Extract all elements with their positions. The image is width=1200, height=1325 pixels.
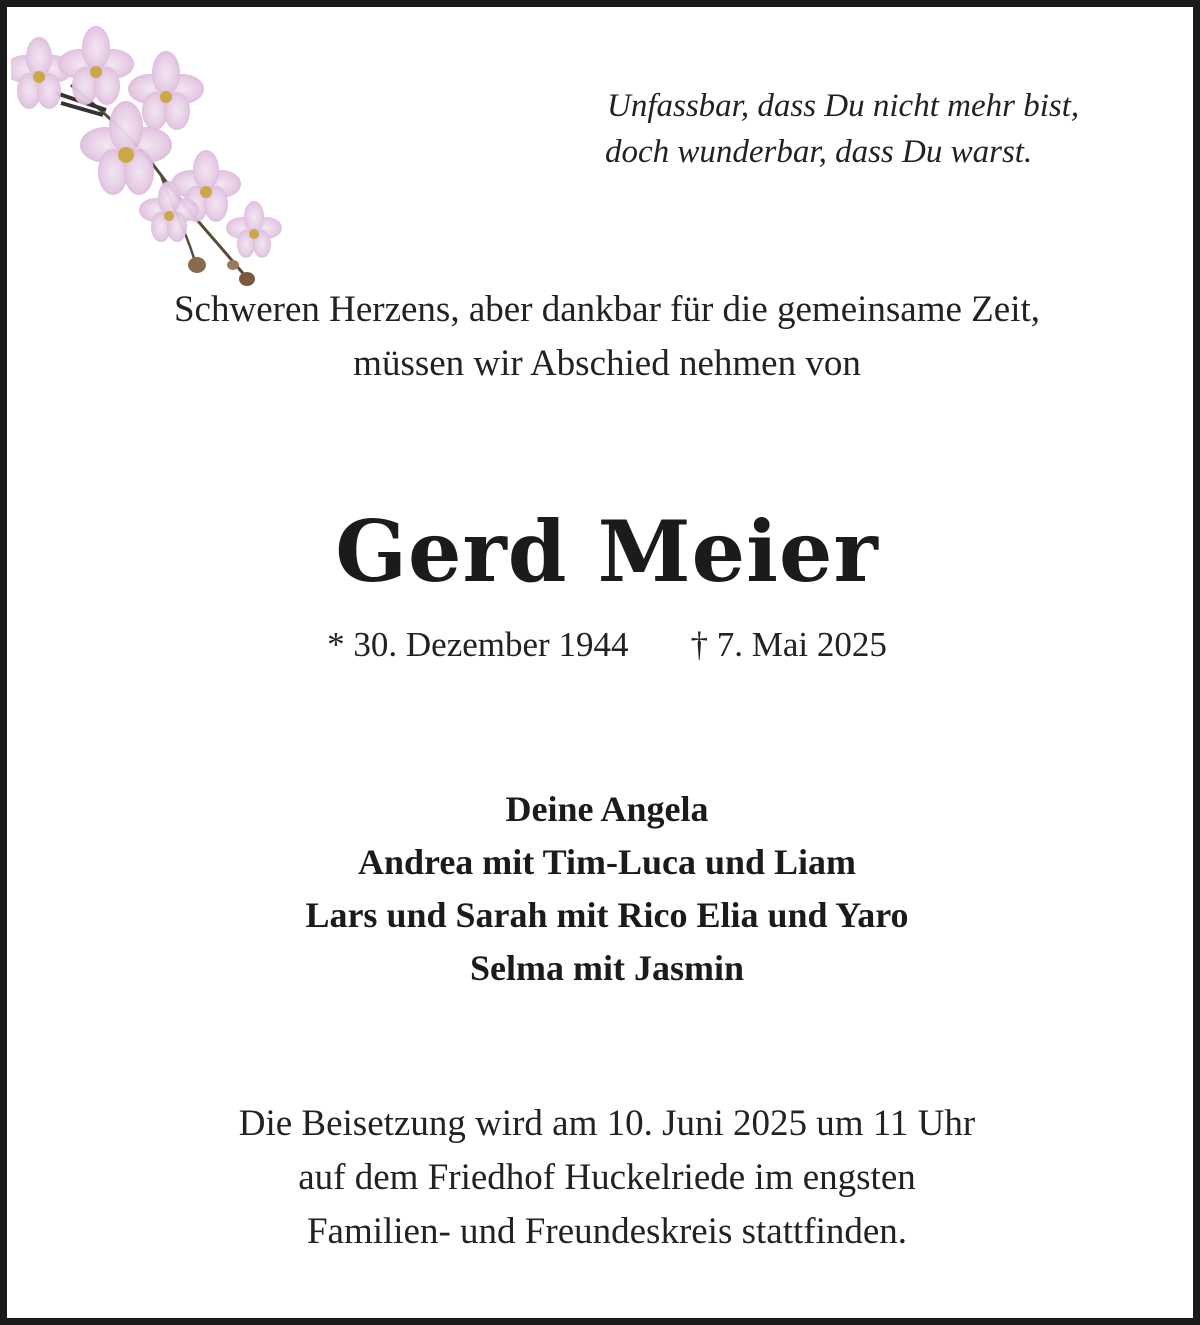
- death-date: † 7. Mai 2025: [690, 625, 887, 664]
- funeral-line-2: auf dem Friedhof Huckelriede im engsten: [298, 1157, 916, 1198]
- funeral-line-1: Die Beisetzung wird am 10. Juni 2025 um 11 Uhr: [238, 1103, 976, 1144]
- intro-line-1: Schweren Herzens, aber dankbar für die gemeinsame Zeit,: [173, 289, 1041, 330]
- intro-line-2: müssen wir Abschied nehmen von: [353, 343, 861, 384]
- mourner-line: Selma mit Jasmin: [470, 948, 744, 988]
- funeral-notice: [7, 1097, 1200, 1259]
- orchid-icon: [11, 15, 291, 295]
- mourner-line: Deine Angela: [505, 789, 709, 829]
- quote-block: [607, 83, 1167, 175]
- intro-text: [7, 283, 1200, 391]
- deceased-name: Gerd Meier: [335, 502, 879, 601]
- quote-line-2: doch wunderbar, dass Du warst.: [605, 134, 1033, 170]
- mourner-line: Andrea mit Tim-Luca und Liam: [357, 842, 857, 882]
- mourners-list: [7, 783, 1200, 995]
- quote-line-1: Unfassbar, dass Du nicht mehr bist,: [607, 88, 1080, 124]
- mourner-line: Lars und Sarah mit Rico Elia und Yaro: [305, 895, 909, 935]
- life-dates: [7, 621, 1200, 669]
- birth-date: * 30. Dezember 1944: [327, 625, 629, 664]
- funeral-line-3: Familien- und Freundeskreis stattfinden.: [306, 1211, 908, 1252]
